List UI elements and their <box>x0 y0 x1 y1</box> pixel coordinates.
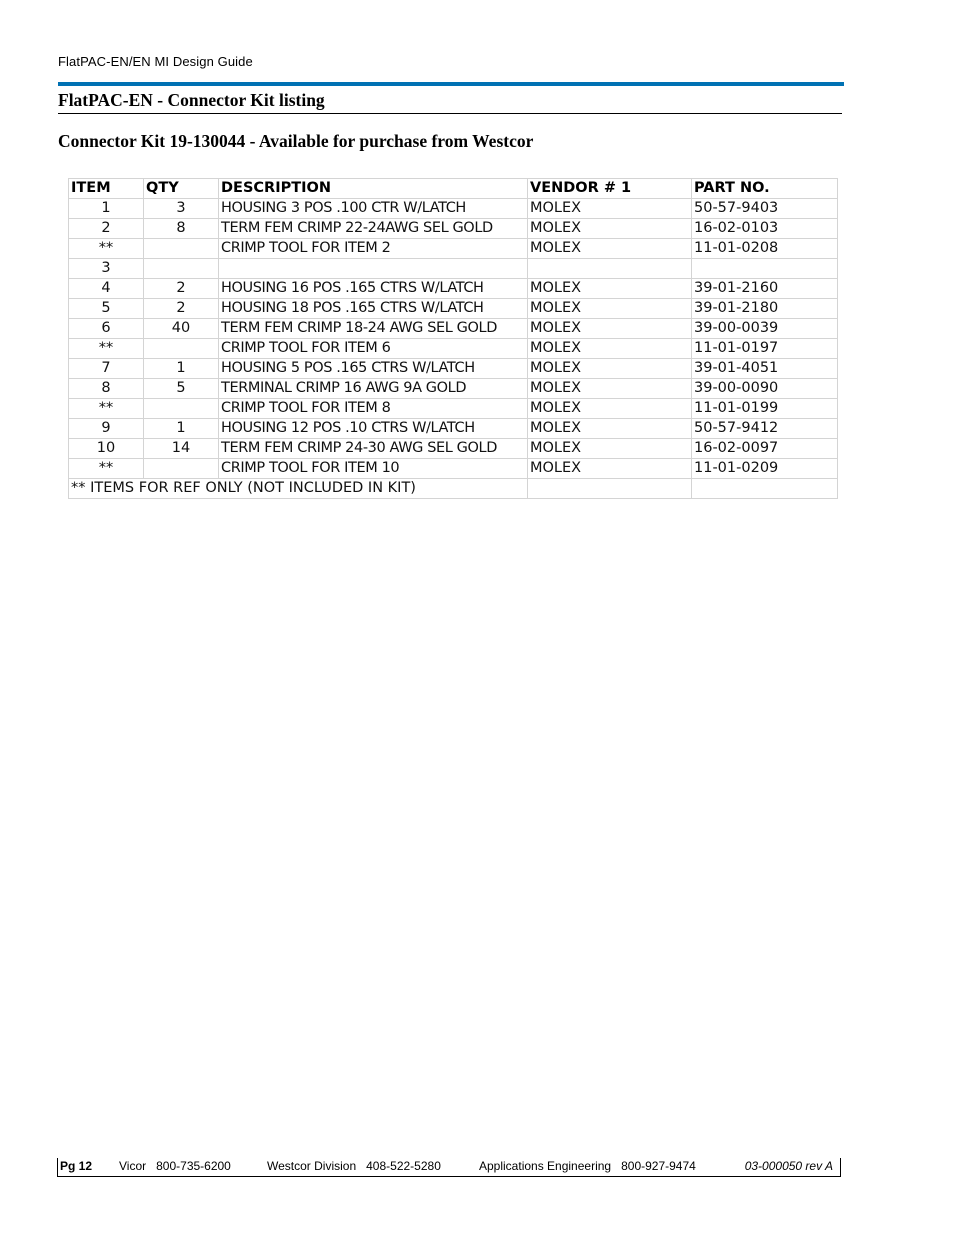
table-row <box>69 399 838 419</box>
cell-description: CRIMP TOOL FOR ITEM 8 <box>219 399 528 419</box>
cell-part-no: 16-02-0103 <box>692 219 838 239</box>
cell-description: HOUSING 5 POS .165 CTRS W/LATCH <box>219 359 528 379</box>
cell-qty <box>144 339 219 359</box>
cell-qty: 8 <box>144 219 219 239</box>
cell-qty: 5 <box>144 379 219 399</box>
footer-westcor-phone: Westcor Division 408-522-5280 <box>267 1159 441 1173</box>
cell-description: HOUSING 3 POS .100 CTR W/LATCH <box>219 199 528 219</box>
cell-vendor: MOLEX <box>528 399 692 419</box>
cell-vendor: MOLEX <box>528 359 692 379</box>
cell-description: HOUSING 18 POS .165 CTRS W/LATCH <box>219 299 528 319</box>
table-row <box>69 199 838 219</box>
table-row <box>69 379 838 399</box>
cell-item: 5 <box>69 299 144 319</box>
cell-part-no: 39-01-2180 <box>692 299 838 319</box>
table-row <box>69 319 838 339</box>
cell-vendor: MOLEX <box>528 279 692 299</box>
cell-part-no: 11-01-0199 <box>692 399 838 419</box>
cell-item: 4 <box>69 279 144 299</box>
cell-part-no: 11-01-0197 <box>692 339 838 359</box>
connector-kit-table <box>68 178 838 499</box>
table-cell <box>528 479 692 499</box>
cell-part-no: 50-57-9412 <box>692 419 838 439</box>
cell-vendor: MOLEX <box>528 459 692 479</box>
table-row <box>69 419 838 439</box>
column-header-qty: QTY <box>144 179 219 199</box>
table-note-row <box>69 479 838 499</box>
cell-vendor: MOLEX <box>528 199 692 219</box>
cell-part-no: 50-57-9403 <box>692 199 838 219</box>
cell-item: 1 <box>69 199 144 219</box>
cell-item: ** <box>69 339 144 359</box>
cell-description: HOUSING 12 POS .10 CTRS W/LATCH <box>219 419 528 439</box>
cell-description: TERM FEM CRIMP 24-30 AWG SEL GOLD <box>219 439 528 459</box>
column-header-part-no: PART NO. <box>692 179 838 199</box>
table-row <box>69 299 838 319</box>
cell-vendor: MOLEX <box>528 439 692 459</box>
cell-qty <box>144 459 219 479</box>
cell-part-no: 39-00-0090 <box>692 379 838 399</box>
table-row <box>69 459 838 479</box>
footer-apps-phone: Applications Engineering 800-927-9474 <box>479 1159 696 1173</box>
cell-description: TERMINAL CRIMP 16 AWG 9A GOLD <box>219 379 528 399</box>
cell-qty: 1 <box>144 419 219 439</box>
table-cell <box>692 479 838 499</box>
cell-item: 6 <box>69 319 144 339</box>
table-row <box>69 359 838 379</box>
table-row <box>69 219 838 239</box>
cell-qty <box>144 259 219 279</box>
cell-qty: 14 <box>144 439 219 459</box>
cell-qty: 2 <box>144 299 219 319</box>
kit-heading: Connector Kit 19-130044 - Available for purchase from Westcor <box>58 131 534 151</box>
page-footer <box>57 1158 841 1177</box>
cell-part-no: 39-01-4051 <box>692 359 838 379</box>
cell-qty: 40 <box>144 319 219 339</box>
cell-description: TERM FEM CRIMP 22-24AWG SEL GOLD <box>219 219 528 239</box>
cell-vendor: MOLEX <box>528 239 692 259</box>
cell-item: 10 <box>69 439 144 459</box>
header-row <box>69 179 838 199</box>
column-header-vendor: VENDOR # 1 <box>528 179 692 199</box>
cell-description: HOUSING 16 POS .165 CTRS W/LATCH <box>219 279 528 299</box>
cell-part-no: 39-00-0039 <box>692 319 838 339</box>
table-row <box>69 259 838 279</box>
table-row <box>69 439 838 459</box>
table-row <box>69 279 838 299</box>
column-header-item: ITEM <box>69 179 144 199</box>
cell-item: 2 <box>69 219 144 239</box>
cell-qty: 3 <box>144 199 219 219</box>
cell-part-no: 11-01-0209 <box>692 459 838 479</box>
cell-vendor: MOLEX <box>528 219 692 239</box>
cell-description: CRIMP TOOL FOR ITEM 6 <box>219 339 528 359</box>
cell-description: TERM FEM CRIMP 18-24 AWG SEL GOLD <box>219 319 528 339</box>
cell-item: ** <box>69 399 144 419</box>
cell-part-no: 11-01-0208 <box>692 239 838 259</box>
cell-item: 7 <box>69 359 144 379</box>
cell-description <box>219 259 528 279</box>
table-body <box>69 199 838 479</box>
cell-vendor <box>528 259 692 279</box>
cell-qty <box>144 399 219 419</box>
table-row <box>69 339 838 359</box>
cell-vendor: MOLEX <box>528 339 692 359</box>
section-heading: FlatPAC-EN - Connector Kit listing <box>58 90 325 110</box>
cell-qty: 2 <box>144 279 219 299</box>
cell-vendor: MOLEX <box>528 299 692 319</box>
top-rule <box>58 82 844 86</box>
cell-qty <box>144 239 219 259</box>
table-row <box>69 239 838 259</box>
table-header <box>69 179 838 199</box>
cell-description: CRIMP TOOL FOR ITEM 2 <box>219 239 528 259</box>
cell-item: ** <box>69 459 144 479</box>
table-note: ** ITEMS FOR REF ONLY (NOT INCLUDED IN KIT) <box>69 479 528 499</box>
cell-qty: 1 <box>144 359 219 379</box>
footer-revision: 03-000050 rev A <box>744 1159 833 1173</box>
cell-item: 8 <box>69 379 144 399</box>
cell-item: 3 <box>69 259 144 279</box>
footer-vicor-phone: Vicor 800-735-6200 <box>119 1159 231 1173</box>
cell-description: CRIMP TOOL FOR ITEM 10 <box>219 459 528 479</box>
cell-item: ** <box>69 239 144 259</box>
doc-title: FlatPAC-EN/EN MI Design Guide <box>58 54 253 69</box>
cell-part-no: 16-02-0097 <box>692 439 838 459</box>
section-rule <box>58 113 842 114</box>
cell-vendor: MOLEX <box>528 319 692 339</box>
cell-vendor: MOLEX <box>528 379 692 399</box>
column-header-description: DESCRIPTION <box>219 179 528 199</box>
cell-vendor: MOLEX <box>528 419 692 439</box>
cell-part-no: 39-01-2160 <box>692 279 838 299</box>
cell-item: 9 <box>69 419 144 439</box>
footer-page-number: Pg 12 <box>60 1159 93 1173</box>
cell-part-no <box>692 259 838 279</box>
